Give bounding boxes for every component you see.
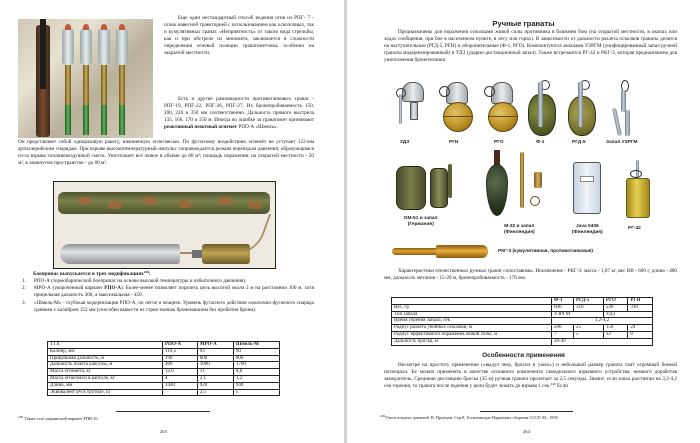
table-cell: 8,8	[233, 369, 279, 376]
footnote-249	[380, 415, 558, 420]
m32-illustration	[486, 150, 556, 222]
table-cell: 5	[573, 331, 603, 338]
table-cell: 920	[197, 382, 233, 389]
table-row	[48, 382, 280, 389]
table-cell: Вес, гр	[392, 304, 552, 311]
launcher-tube-shape	[58, 192, 270, 214]
list-text: РПО-А (термобарический боеприпас на основе высокой температуры и избыточного давления).	[34, 278, 247, 284]
table-cell: 940	[233, 382, 279, 389]
table-cell: Длина, мм	[48, 382, 163, 389]
label-udz: УДЗ	[400, 140, 410, 145]
page-number: 264	[523, 429, 530, 434]
ttx-table	[47, 341, 280, 396]
table-row	[48, 369, 280, 376]
grenade-shape	[62, 27, 74, 135]
table-cell: 800	[233, 355, 279, 362]
table-header-row	[392, 298, 653, 305]
page-number: 263	[160, 429, 167, 434]
list-item	[22, 300, 314, 314]
table-header: РГН	[628, 298, 653, 305]
footnote-number: 249	[380, 414, 386, 418]
list-number: 1.	[22, 278, 26, 284]
table-cell: 24	[628, 325, 653, 332]
table-cell: 93	[197, 348, 233, 355]
java0406-illustration	[571, 158, 605, 216]
table-cell: 600	[552, 304, 574, 311]
table-cell: Масса огнесмеси в капсуле, кг	[48, 375, 163, 382]
table-row	[48, 389, 280, 396]
table-cell: 530	[603, 304, 627, 311]
footnote-248	[18, 416, 98, 421]
table-cell: 8	[628, 331, 653, 338]
table-cell: 11	[197, 369, 233, 376]
list-text: МРО-А (укороченный вариант	[34, 285, 105, 292]
table-row	[392, 338, 653, 345]
table-cell: 2,1	[197, 375, 233, 382]
footnote-text: Также есть украинский вариант РПВ-16	[24, 416, 98, 421]
table-row	[48, 362, 280, 369]
page-263	[0, 0, 344, 443]
list-number: 3.	[22, 299, 26, 306]
footnote-ref-248[interactable]: 248	[143, 270, 149, 274]
table-row	[392, 311, 653, 318]
capsule-shape	[60, 244, 180, 264]
fuze-shape	[192, 250, 202, 258]
table-row	[48, 355, 280, 362]
intro-paragraph: Еще один нестандартный способ ведения огня из РПГ- 7 - огонь навесной траекторией с использованием как осколочных, так и кумулятивных гранат. «Неприятность» от такого вида стрельбы, как и при обстреле из миномета, заключается в сложности определения огневой позиции гранатометчика, особенно на закрытой местности.	[164, 15, 314, 56]
table-header: МРО-А	[197, 342, 233, 349]
table-header: ТТХ	[48, 342, 163, 349]
table-cell: 12,6	[163, 369, 198, 376]
table-cell	[163, 389, 198, 396]
grenade-shape	[116, 27, 128, 135]
label-rkg3: РКГ-3 (кумулятивная, противотанковая)	[498, 249, 594, 254]
table-cell: 5	[233, 389, 279, 396]
section-title-hand-grenades: Ручные гранаты	[492, 19, 555, 28]
footnote-divider	[116, 411, 210, 412]
modifications-heading-text: Боеприпас выпускается в трех модификациях	[33, 271, 144, 277]
table-cell: Время горения запала, сек	[392, 318, 552, 325]
table-cell: Масса огнемета, кг	[48, 369, 163, 376]
table-row	[392, 331, 653, 338]
uzrgm-fuze-illustration	[611, 80, 641, 138]
label-rgd5: РГД-5	[572, 140, 586, 145]
table-cell: 1440	[163, 382, 198, 389]
list-number: 2.	[22, 285, 26, 292]
table-row	[48, 375, 280, 382]
label-java0406: Java 0406 (Финляндия)	[572, 224, 603, 235]
second-paragraph-text: Есть и другие разновидности противотанковых гранат - РПГ-19, РПГ-22, РПГ-26, РПГ-27. Их бронепробиваемость 150, 200, 220 и 350 мм соответственно. Дальность прямого выстрела 135, 160, 170 и 150 м. Иногда по ошибке за гранатомет принимают	[164, 96, 314, 123]
table-cell: 1700	[233, 362, 279, 369]
table-cell: Дальность броска, м	[392, 338, 552, 345]
table-cell: Калибр, мм	[48, 348, 163, 355]
table-header: РПО-А	[163, 342, 198, 349]
grenade-shape	[98, 27, 110, 135]
table-header-row	[48, 342, 280, 349]
photo-rpo-a-shmel	[53, 181, 276, 269]
table-header	[392, 298, 552, 305]
list-item	[22, 278, 314, 285]
footnote-number: 248	[18, 415, 24, 419]
grenades-comparison-paragraph: Характеристики отечественных ручных гранат сопоставимы. Исключение - РКГ-3: масса - 1,07 кг, вес ВВ - 600 г, длина - 400 мм, дальность метания - 15-20 м, бронепробиваемость - 170 мм.	[384, 268, 677, 281]
f1-illustration	[526, 80, 560, 138]
table-row	[392, 318, 653, 325]
table-cell: 110,5	[163, 348, 198, 355]
grenades-intro-paragraph: Предназначены для поражения осколками живой силы противника в ближнем бою (на открытой местности, в окопах или ходах сообщения, при бое в населенном пункте, в лесу или горах). В зависимости от дальности разлета осколков гранаты делятся на наступательные (РГД-5, РГН) и оборонительные (Ф-1, РГО). Комплектуются запалами УЗРГМ (унифицированный запал ручной гранаты модернизированный) и УДЗ (ударно-дистанционный запал). Также встречаются РГ-42 и РКГ-3, которая предназначена для уничтожения бронетехники.	[384, 29, 677, 63]
label-uzrgm: Запал УЗРГМ	[606, 140, 638, 145]
label-dm51: DM-51 и запал (Германия)	[404, 216, 438, 227]
table-cell: 600	[197, 355, 233, 362]
table-cell: 20-40	[552, 338, 653, 345]
label-rgn: РГН	[449, 140, 459, 145]
table-header: РГО	[603, 298, 627, 305]
table-cell: Прицельная дальность, м	[48, 355, 163, 362]
usage-paragraph-tail: Если	[555, 382, 568, 389]
rkg3-illustration	[392, 245, 490, 258]
table-cell: УЗРГМ	[552, 311, 604, 318]
page-264	[347, 0, 700, 443]
modifications-list	[22, 278, 314, 314]
rgd5-illustration	[566, 80, 600, 138]
list-item	[22, 285, 314, 299]
label-rgo: РГО	[494, 140, 504, 145]
table-header: РГД-5	[573, 298, 603, 305]
grenades-illustration	[386, 80, 686, 265]
table-cell: Эквивалент БЧ в тротиле, кг	[48, 389, 163, 396]
rpg-launcher-tube-shape	[40, 19, 46, 89]
list-text: ). Более-менее позволяет поразить цель высотой около 2 м на расстоянии 100 м, хотя прицельная дальность 300, а максимальная - 450.	[34, 285, 314, 299]
list-text: «Шмель-М» - глубокая модернизация РПО-А, он легче и мощнее. Уровень фугасного действия осколочно-фугасного снаряда сравним с калибром 152 мм (способен вывести из строя экипаж бронемашины без пробития брони).	[34, 299, 314, 313]
table-cell: 400	[163, 362, 198, 369]
rg42-illustration	[622, 160, 656, 222]
table-cell: 25	[573, 325, 603, 332]
table-cell: Тип запала	[392, 311, 552, 318]
label-rg42: РГ-42	[628, 226, 641, 231]
table-cell: УДЗ	[603, 311, 652, 318]
table-header: Ф-1	[552, 298, 574, 305]
list-text-bold: РПО-А	[104, 285, 121, 292]
table-cell: 150	[603, 325, 627, 332]
table-cell: 200	[552, 325, 574, 332]
label-m32: М-32 и запал (Финляндия)	[504, 224, 535, 235]
table-cell: 2,5	[197, 389, 233, 396]
table-cell: 3,2-4,2	[552, 318, 653, 325]
section-title-usage: Особенности применения	[482, 352, 565, 359]
table-cell: Дальность полета капсулы, м	[48, 362, 163, 369]
grenade-characteristics-table	[391, 297, 653, 346]
table-cell: 310	[573, 304, 603, 311]
table-cell: 4	[163, 375, 198, 382]
dm51-illustration	[394, 160, 464, 212]
table-cell: 12	[603, 331, 627, 338]
table-cell: Радиус разлета убойных осколков, м	[392, 325, 552, 332]
table-header: Шмель-М	[233, 342, 279, 349]
table-cell: 7	[552, 331, 574, 338]
table-cell: 190	[163, 355, 198, 362]
photo-rpg7-grenades	[18, 19, 153, 138]
footnote-ref-249[interactable]: 249	[550, 381, 556, 386]
second-paragraph-end: РПО-А «Шмель».	[237, 123, 278, 130]
table-row	[392, 325, 653, 332]
modifications-heading: Боеприпас выпускается в трех модификациях$^{248}$:	[33, 270, 151, 277]
usage-paragraph-text: Несмотря на простоту применения («выдул чеку, бросил и ушел») и небольшой размер граната таит огромный боевой потенциал. Ее можно применить в качестве основного компонента самодельного взрывного устройства, немного доработав замедлитель. Среднюю дистанцию броска (35 м) ручная граната пролетает за 2,5 секунды. Значит, если запал рассчитан на 3,2-4,2 сек горения, то граната после падения у цели будет лежать до взрыва 1 сек.	[384, 362, 677, 389]
table-row	[392, 304, 653, 311]
grenade-shape	[80, 27, 92, 135]
usage-paragraph	[384, 362, 677, 390]
footnote-divider	[480, 411, 573, 412]
table-cell: 1000	[197, 362, 233, 369]
second-paragraph-bold: реактивный пехотный огнемет	[164, 123, 238, 130]
table-cell: 90	[233, 348, 279, 355]
second-paragraph	[164, 96, 314, 131]
rgo-illustration	[481, 80, 521, 138]
table-cell: Радиус эффективного поражения живой силы, м	[392, 331, 552, 338]
udz-fuze-illustration	[394, 80, 428, 135]
table-cell: 3,2	[233, 375, 279, 382]
rpo-description: Он представляет собой одноразовую ракету, начиненную огнесмесью. По фугасному воздействию огнемёт не уступает 122-мм артиллерийским снарядам. При взрыве высокотемпературный импульс сопровождается резким перепадом давления, образующимся из-за взрыва топливовоздушной смеси. Уничтожает всё живое в объёме до 80 м³; площадь поражения: на открытой местности - 50 м², в замкнутом пространстве - до 80 м².	[18, 139, 314, 166]
table-row	[48, 348, 280, 355]
table-cell: 310	[628, 304, 653, 311]
warhead-shape	[202, 244, 250, 264]
rgn-illustration	[436, 80, 476, 138]
footnote-text: Учись владеть гранатой. В. Прунцов. Стр.8, Госвоениздат Наркомата обороны СССР, М., 1939	[385, 415, 558, 420]
label-f1: Ф-1	[536, 140, 545, 145]
